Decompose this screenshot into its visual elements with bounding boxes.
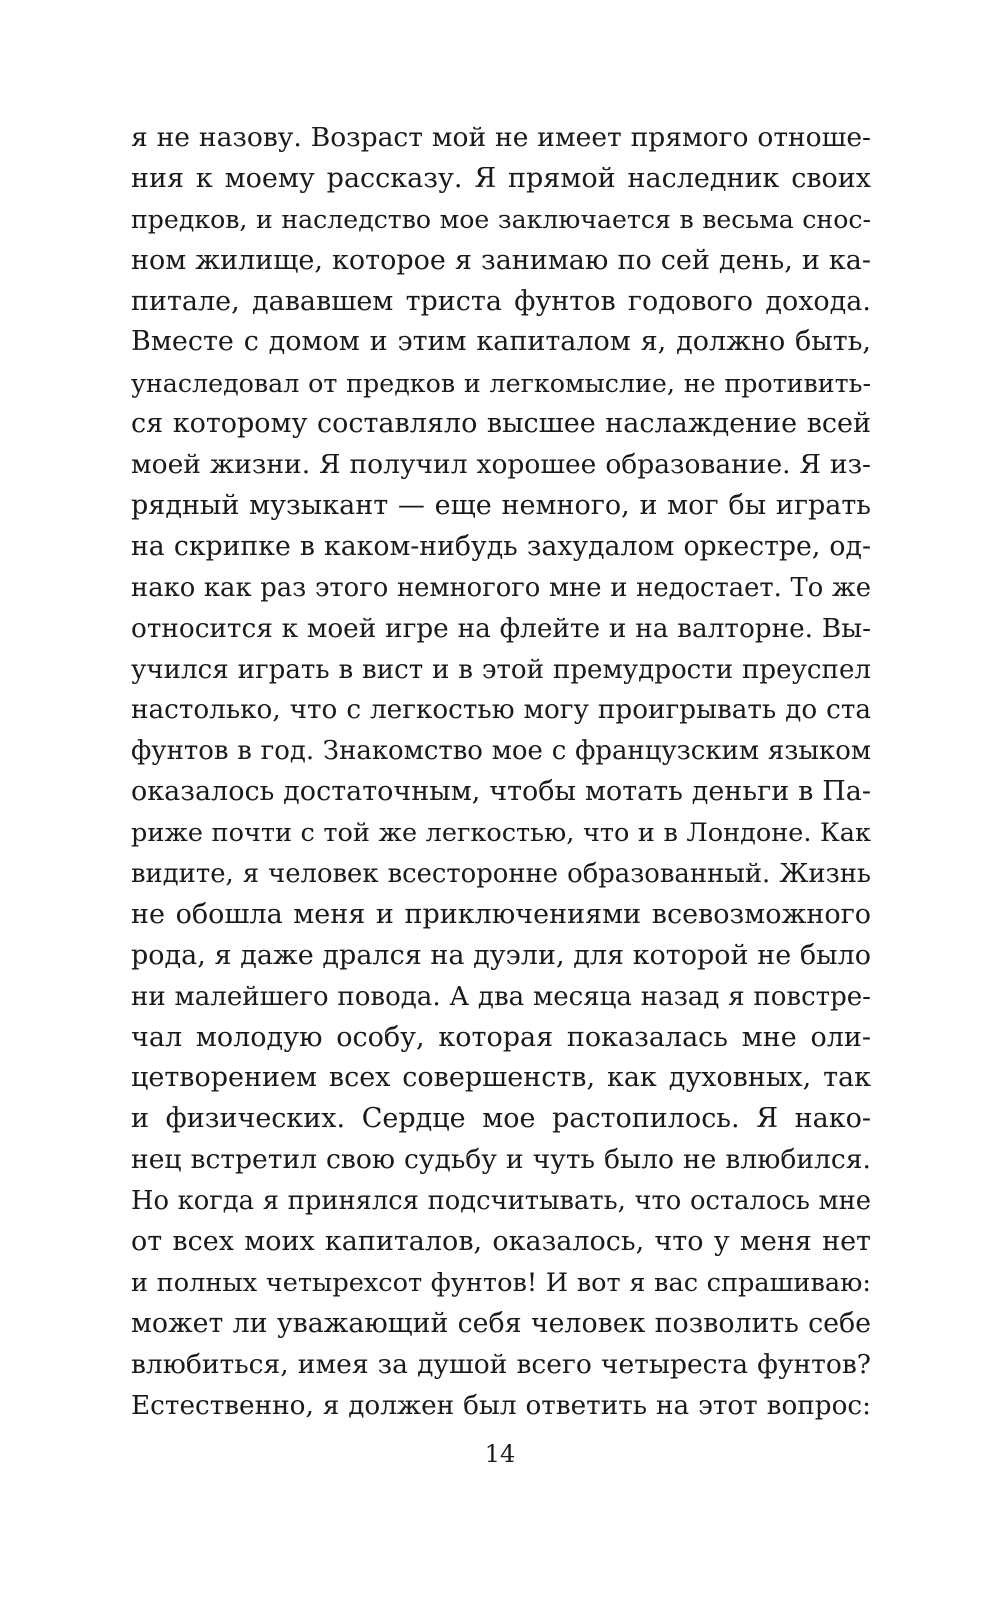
text-line: Вместе с домом и этим капиталом я, должно быть, bbox=[131, 326, 871, 358]
text-line: нец встретил свою судьбу и чуть было не влюбился. bbox=[131, 1144, 871, 1176]
text-line: от всех моих капиталов, оказалось, что у меня нет bbox=[131, 1226, 871, 1258]
text-line: на скрипке в каком-нибудь захудалом оркестре, од- bbox=[131, 530, 871, 562]
text-line: рода, я даже дрался на дуэли, для которой не было bbox=[131, 939, 871, 971]
text-line: питале, дававшем триста фунтов годового дохода. bbox=[131, 285, 871, 317]
text-line: я не назову. Возраст мой не имеет прямого отноше- bbox=[131, 122, 871, 153]
text-line: предков, и наследство мое заключается в весьма снос- bbox=[131, 204, 871, 234]
text-line: видите, я человек всесторонне образованный. Жизнь bbox=[131, 859, 871, 890]
text-line: влюбиться, имея за душой всего четыреста фунтов? bbox=[131, 1348, 871, 1380]
text-line: Естественно, я должен был ответить на этот вопрос: bbox=[131, 1390, 871, 1421]
text-line: оказалось достаточным, чтобы мотать деньги в Па- bbox=[131, 776, 871, 808]
text-line: фунтов в год. Знакомство мое с французским языком bbox=[131, 736, 871, 767]
text-line: может ли уважающий себя человек позволить себе bbox=[131, 1307, 871, 1339]
text-line: чал молодую особу, которая показалась мне оли- bbox=[131, 1021, 871, 1053]
text-line: унаследовал от предков и легкомыслие, не противить- bbox=[131, 368, 871, 399]
text-line: моей жизни. Я получил хорошее образование. Я из- bbox=[131, 449, 871, 481]
text-line: относится к моей игре на флейте и на валторне. Вы- bbox=[131, 613, 871, 644]
text-line: учился играть в вист и в этой премудрости преуспел bbox=[131, 654, 871, 685]
text-line: рядный музыкант — еще немного, и мог бы играть bbox=[131, 490, 871, 522]
text-line: риже почти с той же легкостью, что и в Лондоне. Как bbox=[131, 818, 871, 849]
text-line: и физических. Сердце мое растопилось. Я нако- bbox=[131, 1103, 871, 1135]
text-line: ном жилище, которое я занимаю по сей день, и ка- bbox=[131, 244, 871, 276]
text-line: настолько, что с легкостью могу проигрывать до ста bbox=[131, 695, 871, 726]
text-line: ся которому составляло высшее наслаждение всей bbox=[131, 408, 871, 440]
text-line: цетворением всех совершенств, как духовных, так bbox=[131, 1062, 871, 1094]
text-line: и полных четырехсот фунтов! И вот я вас спрашиваю: bbox=[131, 1267, 871, 1298]
text-line: не обошла меня и приключениями всевозможного bbox=[131, 898, 871, 930]
page-number: 14 bbox=[484, 1440, 516, 1468]
body-text bbox=[131, 118, 871, 1427]
text-line: ни малейшего повода. А два месяца назад я повстре- bbox=[131, 981, 871, 1012]
text-line: нако как раз этого немногого мне и недостает. То же bbox=[131, 572, 871, 603]
text-line: Но когда я принялся подсчитывать, что осталось мне bbox=[131, 1186, 871, 1217]
text-line: ния к моему рассказу. Я прямой наследник своих bbox=[131, 162, 871, 194]
